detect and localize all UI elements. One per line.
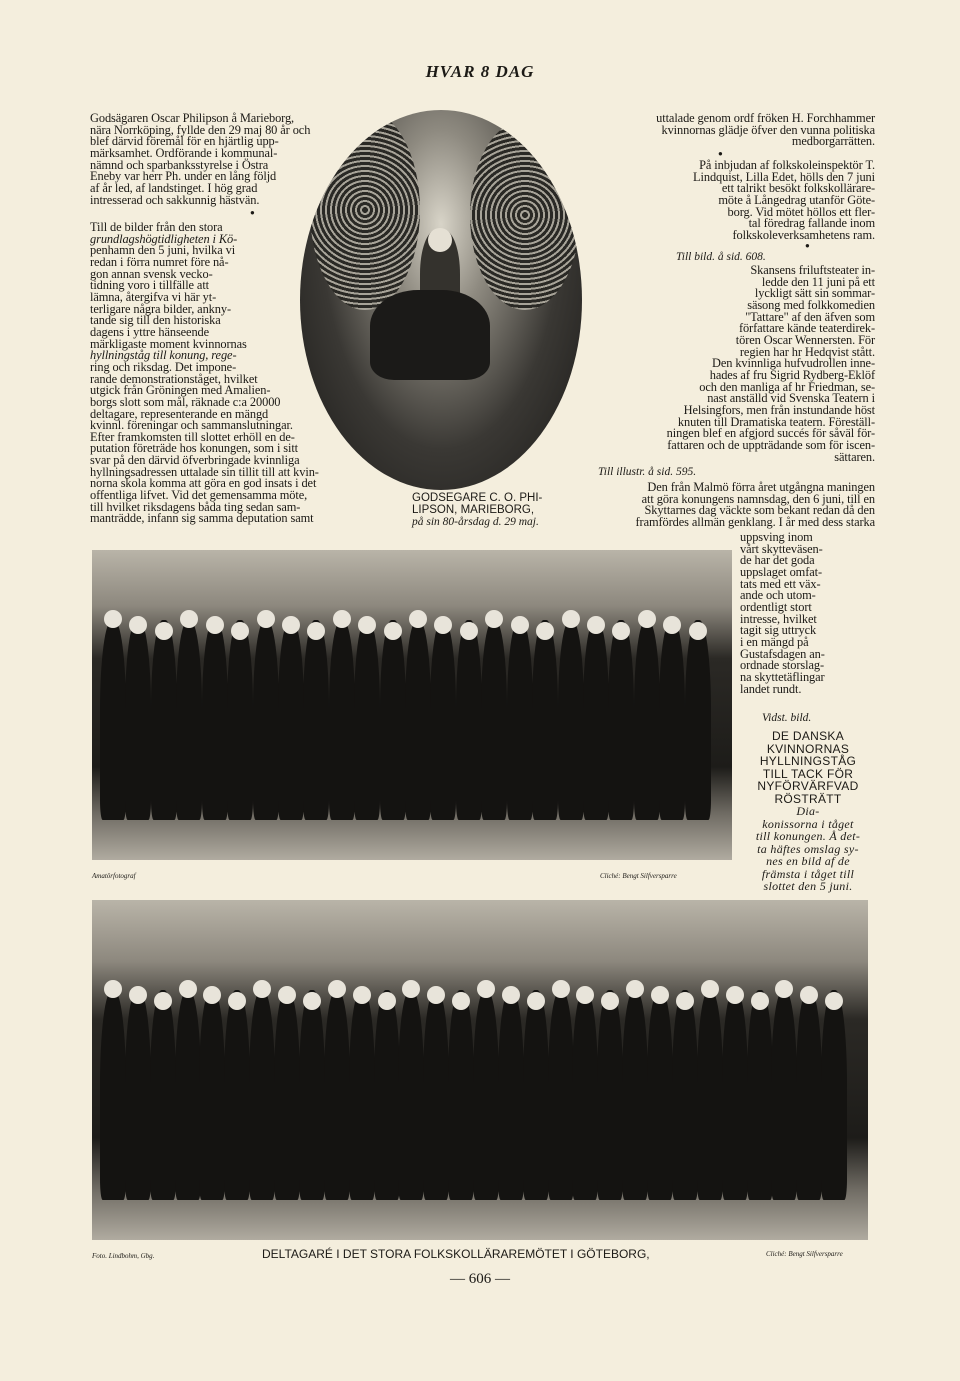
reference-note: Till bild. å sid. 608. xyxy=(676,251,766,263)
photo-figure-head xyxy=(104,610,122,628)
text-line: nast anställd vid Svenska Teatern i xyxy=(707,391,875,406)
text-line: ande och utom- xyxy=(740,588,816,603)
text-line: ring och riksdag. Det impone- xyxy=(90,359,237,374)
text-line: och den manliga af hr Friedman, se- xyxy=(699,379,875,394)
text-line: att göra konungens namnsdag, den 6 juni, till en xyxy=(641,491,875,506)
photo-figure xyxy=(722,990,748,1200)
photo-figure-head xyxy=(129,986,147,1004)
photo-figure xyxy=(224,990,250,1200)
text-line: ordentligt stort xyxy=(740,599,812,614)
photo-figure xyxy=(253,620,279,820)
photo-figure xyxy=(303,620,329,820)
caption-line: ta häftes omslag sy- xyxy=(757,841,859,856)
photo-figure-head xyxy=(477,980,495,998)
teachers-meeting-photo xyxy=(92,900,868,1240)
text-line: hades af fru Sigrid Rydberg-Eklöf xyxy=(709,367,875,382)
photo-figure-head xyxy=(701,980,719,998)
caption-line: nes en bild af de xyxy=(766,854,850,868)
text-line: offentliga lifvet. Vid det gemensamma möte, xyxy=(90,488,308,503)
photo-figure-head xyxy=(651,986,669,1004)
text-line: lämna, återgifva vi här yt- xyxy=(90,289,217,304)
photo-figure-head xyxy=(511,616,529,634)
right-paragraph-1 xyxy=(656,113,875,148)
photo-figure-head xyxy=(409,610,427,628)
photo-figure xyxy=(747,990,773,1200)
separator-dot: ● xyxy=(718,149,723,158)
photo-figure xyxy=(481,620,507,820)
photo-figure-head xyxy=(626,980,644,998)
text-line: knuten till Dramatiska teatern. Föreställ- xyxy=(677,414,875,429)
photo-figure-head xyxy=(825,992,843,1010)
text-line: författare kände teaterdirek- xyxy=(738,321,875,336)
photo-figure xyxy=(324,990,350,1200)
photo-figure-head xyxy=(333,610,351,628)
text-line: terligare några bilder, ankny- xyxy=(90,301,231,316)
text-line: Efter framkomsten till slottet erhöll en de- xyxy=(90,429,295,444)
text-line: utgick från Gröningen med Amalien- xyxy=(90,383,271,398)
photo-figure xyxy=(647,990,673,1200)
text-line: kvinnl. föreningar och sammanslutningar. xyxy=(90,418,293,433)
photo-figure xyxy=(380,620,406,820)
photo-figure xyxy=(685,620,711,820)
photo-figure-head xyxy=(485,610,503,628)
text-line: Skyttarnes dag väckte som bekant redan då den xyxy=(644,503,875,518)
text-line: deltagare, representerande en mängd xyxy=(90,406,269,421)
text-line: Eneby var herr Ph. under en lång följd xyxy=(90,169,277,184)
photo-figure-head xyxy=(638,610,656,628)
text-line: Helsingfors, men från instundande höst xyxy=(683,402,875,417)
text-line: Lindquist, Lilla Edet, hölls den 7 juni xyxy=(693,169,875,184)
text-line: RÖSTRÄTT xyxy=(774,791,842,806)
photo-figure xyxy=(374,990,400,1200)
photo-figure xyxy=(349,990,375,1200)
left-paragraph-1 xyxy=(90,113,310,206)
photo-figure xyxy=(299,990,325,1200)
caption-line: Dia- xyxy=(796,804,820,818)
photo-figure-head xyxy=(751,992,769,1010)
photo-figure-head xyxy=(155,622,173,640)
photo-figure-head xyxy=(353,986,371,1004)
photo-figure xyxy=(622,990,648,1200)
page-number: — 606 — xyxy=(450,1271,510,1287)
photo-figure-head xyxy=(282,616,300,634)
photo-figure-head xyxy=(552,980,570,998)
photo-figure xyxy=(278,620,304,820)
reference-note: Till illustr. å sid. 595. xyxy=(598,466,697,478)
text-line: säsong med folkkomedien xyxy=(747,297,875,312)
photo-figure xyxy=(597,990,623,1200)
text-line: kvinnornas glädje öfver den vunna politiska xyxy=(661,122,875,137)
text-line: "Tattare" af den äfven som xyxy=(745,309,875,324)
text-line: redan i förra numret före nå- xyxy=(90,254,229,269)
text-line: tande sig till den historiska xyxy=(90,313,221,328)
photo-figure xyxy=(498,990,524,1200)
right-paragraph-3 xyxy=(667,265,875,463)
photo-credit: Cliché: Bengt Silfversparre xyxy=(600,872,677,880)
photo-figure xyxy=(532,620,558,820)
text-line: nära Norrköping, fyllde den 29 maj 80 år och xyxy=(90,122,311,137)
photo-figure xyxy=(202,620,228,820)
caption-line: konissorna i tåget xyxy=(762,816,854,831)
photo-figure xyxy=(398,990,424,1200)
photo-figure xyxy=(423,990,449,1200)
photo-caption-danish xyxy=(738,730,878,893)
photo-figure xyxy=(558,620,584,820)
text-line: lyckligt sätt sin sommar- xyxy=(754,286,875,301)
text-line: ledde den 11 juni på ett xyxy=(761,274,875,289)
photo-figure-head xyxy=(154,992,172,1010)
text-line: DE DANSKA xyxy=(771,729,845,743)
photo-figure xyxy=(274,990,300,1200)
photo-figure-head xyxy=(775,980,793,998)
photo-figure-head xyxy=(562,610,580,628)
text-line: medborgarrätten. xyxy=(791,134,875,149)
separator-dot: ● xyxy=(805,241,810,250)
caption-line: LIPSON, MARIEBORG, xyxy=(412,504,535,516)
photo-figure xyxy=(448,990,474,1200)
photo-figure-head xyxy=(206,616,224,634)
photo-figure xyxy=(176,620,202,820)
photo-figure xyxy=(100,620,126,820)
photo-figure xyxy=(672,990,698,1200)
photo-figure-head xyxy=(328,980,346,998)
caption-line: främsta i tåget till xyxy=(761,866,855,881)
photo-credit: Amatörfotograf xyxy=(92,872,136,880)
photo-figure xyxy=(175,990,201,1200)
right-paragraph-2 xyxy=(693,160,875,242)
text-line: sättaren. xyxy=(834,449,875,464)
text-line: ningen blef en afgjord succés för såväl för- xyxy=(666,426,875,441)
photo-figure xyxy=(796,990,822,1200)
text-line: tidning voro i tillfälle att xyxy=(90,278,210,293)
text-line: dagens i yttre hänseende xyxy=(90,324,210,339)
photo-figure-head xyxy=(587,616,605,634)
photo-figure xyxy=(507,620,533,820)
photo-figure-head xyxy=(303,992,321,1010)
text-line: Gustafsdagen an- xyxy=(740,646,825,661)
text-line: hyllningståg till konung, rege- xyxy=(90,348,237,363)
photo-figure-head xyxy=(180,610,198,628)
right-paragraph-4 xyxy=(636,482,875,529)
text-line: gon annan svensk vecko- xyxy=(90,266,213,281)
photo-caption: DELTAGARÉ I DET STORA FOLKSKOLLÄRAREMÖTET I GÖTEBORG, xyxy=(262,1247,650,1261)
text-line: hyllningsadressen uttalade sin tillit till att kvin- xyxy=(90,464,319,479)
text-line: svar på den därvid öfverbringade kvinnliga xyxy=(90,453,300,468)
photo-figure-head xyxy=(536,622,554,640)
text-line: grundlagshögtidligheten i Kö- xyxy=(90,231,238,246)
text-line: i en mängd på xyxy=(740,634,809,649)
text-line: rande demonstrationståget, hvilket xyxy=(90,371,258,386)
text-line: intresserad och sakkunnig hästvän. xyxy=(90,192,260,207)
photo-figure xyxy=(125,990,151,1200)
text-line: blef därvid föremål för en hjärtlig upp- xyxy=(90,134,279,149)
photo-figure xyxy=(249,990,275,1200)
text-line: landet rundt. xyxy=(740,681,802,696)
portrait-photo-circle xyxy=(300,110,582,490)
procession-photo xyxy=(92,550,732,860)
photo-figure xyxy=(771,990,797,1200)
text-line: uppsving inom xyxy=(740,530,813,544)
photo-figure-head xyxy=(104,980,122,998)
text-line: tal föredrag fallande inom xyxy=(748,216,875,231)
text-line: de har det goda xyxy=(740,553,815,568)
photo-figure-head xyxy=(689,622,707,640)
text-line: TILL TACK FÖR xyxy=(762,766,854,781)
photo-figure xyxy=(659,620,685,820)
portrait-caption xyxy=(412,492,542,528)
text-line: NYFÖRVÄRFVAD xyxy=(757,779,859,793)
text-line: regien har hr Hedqvist stått. xyxy=(739,344,875,359)
photo-figure-head xyxy=(726,986,744,1004)
text-line: folkskoleverksamhetens ram. xyxy=(732,227,875,242)
separator-dot: ● xyxy=(250,208,255,217)
caption-subtitle: på sin 80-årsdag d. 29 maj. xyxy=(412,516,539,528)
text-line: möte å Långedrag utanför Göte- xyxy=(718,192,875,207)
photo-figure xyxy=(151,620,177,820)
text-line: Till de bilder från den stora xyxy=(90,220,223,234)
text-line: tagit sig uttryck xyxy=(740,623,817,638)
photo-figure xyxy=(548,990,574,1200)
photo-figure xyxy=(227,620,253,820)
caption-line: slottet den 5 juni. xyxy=(763,879,853,893)
text-line: framfördes allmän genklang. I år med dess starka xyxy=(635,514,875,529)
photo-figure xyxy=(821,990,847,1200)
text-line: penhamn den 5 juni, hvilka vi xyxy=(90,243,236,258)
photo-figure-head xyxy=(452,992,470,1010)
text-line: fattaren och de uppträdande som för iscen- xyxy=(667,437,875,452)
text-line: På inbjudan af folkskoleinspektör T. xyxy=(699,158,875,172)
photo-figure xyxy=(523,990,549,1200)
photo-figure-head xyxy=(278,986,296,1004)
text-line: ordnade storslag- xyxy=(740,658,824,673)
text-line: intresse, hvilket xyxy=(740,611,817,626)
photo-figure xyxy=(150,990,176,1200)
photo-figure-head xyxy=(378,992,396,1010)
photo-figure xyxy=(456,620,482,820)
photo-figure xyxy=(430,620,456,820)
photo-figure-head xyxy=(502,986,520,1004)
caption-line: GODSEGARE C. O. PHI- xyxy=(412,492,543,504)
text-line: uppslaget omfat- xyxy=(740,564,823,579)
text-line: uttalade genom ordf fröken H. Forchhammer xyxy=(656,111,875,125)
photo-credit: Foto. Lindbohm, Gbg. xyxy=(92,1252,155,1260)
text-line: Den kvinnliga hufvudrollen inne- xyxy=(711,356,875,371)
photo-figure-head xyxy=(253,980,271,998)
photo-figure xyxy=(125,620,151,820)
text-line: Godsägaren Oscar Philipson å Marieborg, xyxy=(90,111,295,125)
text-line: ett talrikt besökt folkskollärare- xyxy=(721,181,875,196)
text-line: HYLLNINGSTÅG xyxy=(759,754,857,768)
photo-figure-head xyxy=(231,622,249,640)
text-line: Skansens friluftsteater in- xyxy=(750,263,875,277)
photo-figure xyxy=(473,990,499,1200)
text-line: norna skola komma att göra en god insats i det xyxy=(90,476,317,491)
reference-note: Vidst. bild. xyxy=(762,712,812,724)
photo-figure-head xyxy=(179,980,197,998)
text-line: till hvilket riksdagens båda ting sedan sam- xyxy=(90,499,301,514)
caption-line: till konungen. Å det- xyxy=(755,829,861,843)
photo-figure-head xyxy=(460,622,478,640)
text-line: manträdde, infann sig samma deputation samt xyxy=(90,511,314,526)
text-line: KVINNORNAS xyxy=(766,741,850,756)
text-line: tats med ett väx- xyxy=(740,576,821,591)
text-line: märkligaste moment kvinnornas xyxy=(90,336,247,351)
text-line: na skyttetäflingar xyxy=(740,669,825,684)
photo-figure xyxy=(100,990,126,1200)
photo-figure-head xyxy=(384,622,402,640)
photo-figure xyxy=(354,620,380,820)
text-line: borg. Vid mötet höllos ett fler- xyxy=(727,204,875,219)
text-line: vårt skytteväsen- xyxy=(740,541,823,556)
text-line: tören Oscar Wennersten. För xyxy=(735,332,875,347)
photo-figure-head xyxy=(257,610,275,628)
text-line: af år led, af landstinget. I hög grad xyxy=(90,180,258,195)
left-paragraph-2 xyxy=(90,222,319,525)
photo-figure xyxy=(329,620,355,820)
photo-figure xyxy=(608,620,634,820)
photo-figure xyxy=(697,990,723,1200)
photo-figure-head xyxy=(676,992,694,1010)
photo-figure xyxy=(572,990,598,1200)
photo-figure-head xyxy=(402,980,420,998)
photo-figure xyxy=(634,620,660,820)
text-line: putation företräde hos konungen, som i sitt xyxy=(90,441,299,456)
right-paragraph-4-narrow xyxy=(740,532,825,695)
photo-figure-head xyxy=(527,992,545,1010)
magazine-header: HVAR 8 DAG xyxy=(425,62,535,81)
photo-credit: Cliché: Bengt Silfversparre xyxy=(766,1250,843,1258)
photo-figure xyxy=(405,620,431,820)
text-line: märksamhet. Ordförande i kommunal- xyxy=(90,145,278,160)
photo-figure xyxy=(199,990,225,1200)
text-line: Den från Malmö förra året utgångna maningen xyxy=(647,480,875,494)
photo-figure xyxy=(583,620,609,820)
text-line: nämnd och sparbanksstyrelse i Östra xyxy=(90,157,269,172)
text-line: borgs slott som mål, räknade c:a 20000 xyxy=(90,394,281,409)
